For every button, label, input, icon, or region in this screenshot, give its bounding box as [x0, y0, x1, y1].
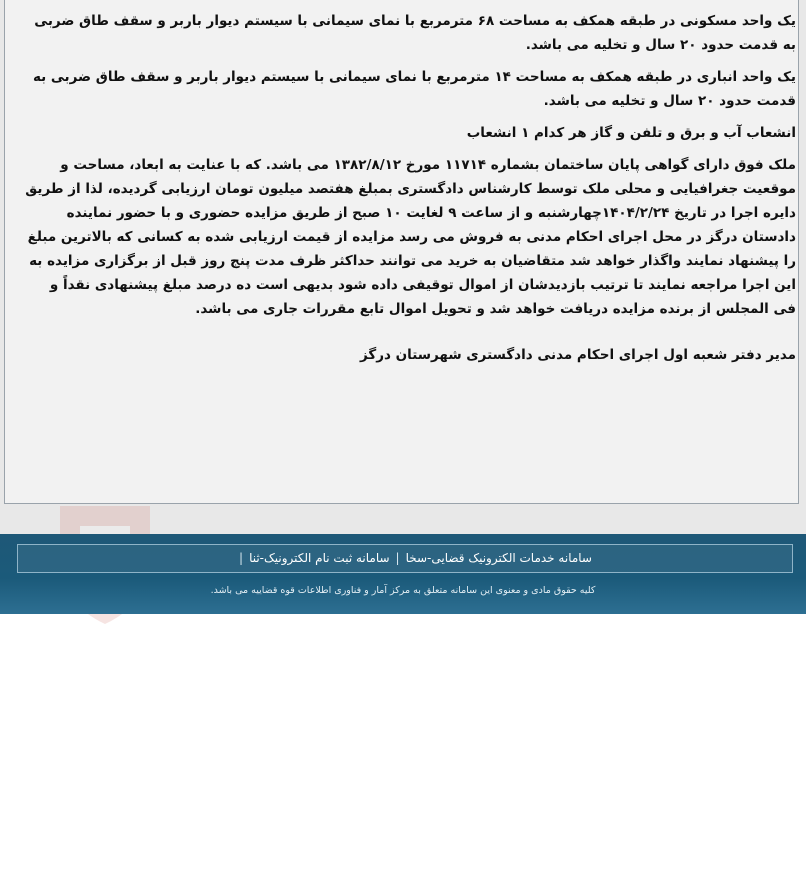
link-separator-end: | [239, 551, 244, 565]
notice-content [23, 9, 796, 375]
sakha-link[interactable]: سامانه خدمات الکترونیک قضایی-سخا [405, 551, 592, 565]
signature: مدیر دفتر شعبه اول اجرای احکام مدنی دادگستری شهرستان درگز [359, 347, 796, 363]
paragraph-storage-unit: یک واحد انباری در طبقه همکف به مساحت ۱۴ مترمربع با نمای سیمانی با سیستم دیوار باربر و سقف طاق ضربی به قدمت حدود ۲۰ سال و تخلیه می باشد. [32, 69, 796, 109]
footer [0, 534, 806, 614]
footer-links-bar [17, 544, 793, 573]
notice-panel [4, 0, 799, 504]
link-separator: | [395, 551, 400, 565]
paragraph-utilities: انشعاب آب و برق و تلفن و گاز هر کدام ۱ انشعاب [466, 125, 796, 141]
paragraph-residential-unit: یک واحد مسکونی در طبقه همکف به مساحت ۶۸ مترمربع با نمای سیمانی با سیستم دیوار باربر و سقف طاق ضربی به قدمت حدود ۲۰ سال و تخلیه می باشد. [34, 13, 796, 53]
copyright-text: کلیه حقوق مادی و معنوی این سامانه متعلق به مرکز آمار و فناوری اطلاعات قوه قضاییه می باشد. [210, 585, 596, 596]
sana-link[interactable]: سامانه ثبت نام الکترونیک-ثنا [249, 551, 390, 565]
paragraph-auction-details: ملک فوق دارای گواهی پایان ساختمان بشماره ۱۱۷۱۴ مورخ ۱۳۸۲/۸/۱۲ می باشد. که با عنایت به ابعاد، مساحت و موقعیت جغرافیایی و محلی ملک توسط کارشناس دادگستری بمبلغ هفتصد میلیون تومان ارزیابی گردیده، لذا از طریق دایره اجرا در تاریخ ۱۴۰۴/۲/۲۴چهارشنبه و از ساعت ۹ لغایت ۱۰ صبح از طریق مزایده حضوری و با حضور نماینده دادستان درگز در محل اجرای احکام مدنی به فروش می رسد مزایده از قیمت ارزیابی شده به کسانی که بالاترین مبلغ را پیشنهاد نمایند واگذار خواهد شد متقاضیان به خرید می توانند حداکثر ظرف مدت پنج روز قبل از برگزاری مزایده به این اجرا مراجعه نمایند تا ترتیب بازدیدشان از اموال توقیفی داده شود بدیهی است ده درصد مبلغ پیشنهادی نقداً و فی المجلس از برنده مزایده دریافت خواهد شد و تحویل اموال تابع مقررات جاری می باشد. [25, 157, 796, 317]
